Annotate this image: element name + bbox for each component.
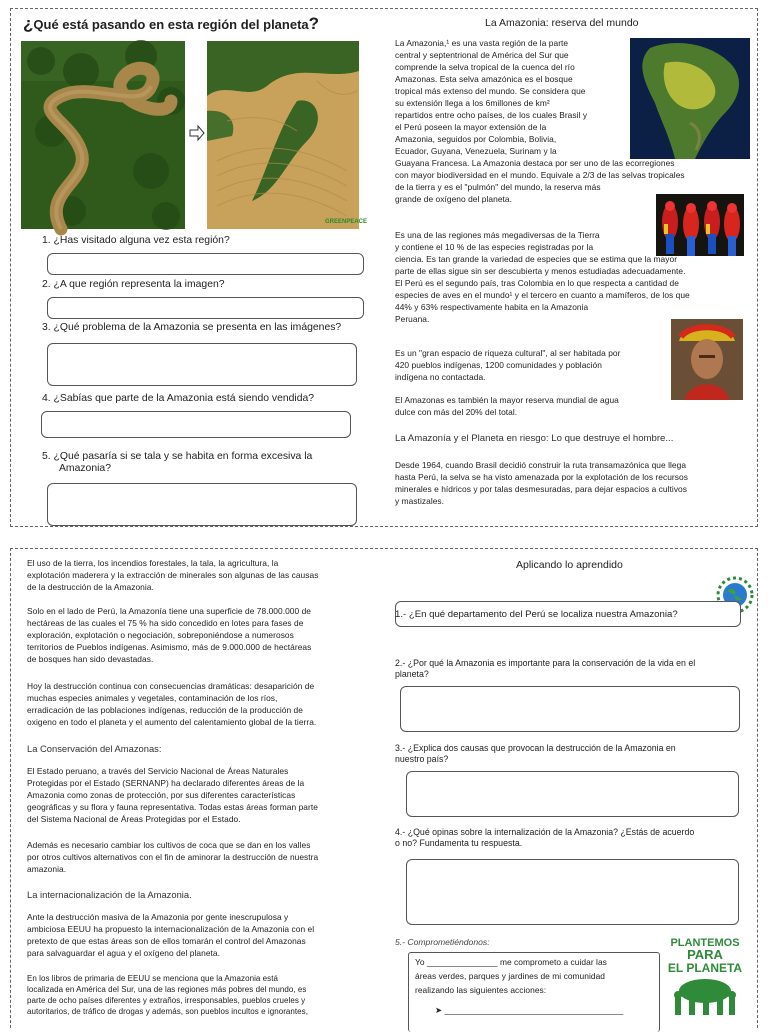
question-line: nuestro país? (395, 754, 449, 764)
applying-title: Aplicando lo aprendido (516, 559, 623, 571)
answer-box-5[interactable] (47, 483, 357, 526)
reading-paragraph-3 (395, 347, 675, 383)
question-2: 2. ¿A que región representa la imagen? (42, 279, 225, 290)
text-line: el Perú poseen la mayor extensión de la (395, 122, 547, 132)
text-line: amazonia. (27, 864, 67, 874)
question-5 (42, 451, 342, 475)
commit-title: 5.- Comprometiéndonos: (395, 937, 490, 947)
title-text: Qué está pasando en esta región del planeta (33, 17, 309, 32)
text-line: grande de oxígeno del planeta. (395, 194, 512, 204)
text-line: exploración, explotación o negociación, sobreponiéndose a numerosos (27, 630, 294, 640)
text-line: por otros cultivos alternativos con el fin de aminorar la destrucción de nuestra (27, 852, 319, 862)
question-line: o no? Fundamenta tu respuesta. (395, 838, 523, 848)
greenpeace-watermark: GREENPEACE (325, 219, 368, 225)
text-line: autoritarios, de tráfico de drogas y además, son pueblos incultos e ignorantes, (27, 1007, 308, 1016)
reading-paragraph-5 (395, 459, 751, 507)
text-line: hectáreas de las cuales el 75 % ha sido concedido en lotes para fases de (27, 618, 304, 628)
answer-box-p2-2[interactable] (400, 686, 740, 732)
worksheet-page-2 (10, 548, 758, 1028)
text-line: de la tierra y es el "pulmón" del mundo, la reserva más (395, 182, 601, 192)
deforestation-photo (207, 41, 368, 229)
applying-question-2 (395, 658, 745, 680)
answer-box-4[interactable] (41, 411, 351, 438)
text-line: de bosques han sido devastadas. (27, 654, 154, 664)
text-line: Solo en el lado de Perú, la Amazonía tiene una superficie de 78.000.000 de (27, 606, 311, 616)
text-line: repartidos entre ocho países, de los cuales Brasil y (395, 110, 588, 120)
text-line: oxigeno en todo el planeta y el aumento del calentamiento global de la tierra. (27, 717, 317, 727)
text-line: áreas verdes, parques y jardines de mi comunidad (415, 971, 606, 981)
text-line: La Amazonia,¹ es una vasta región de la parte (395, 38, 569, 48)
question-3: 3. ¿Qué problema de la Amazonia se presenta en las imágenes? (42, 322, 342, 333)
text-line: El Perú es el segundo país, tras Colombia en lo que respecta a cantidad de (395, 278, 679, 288)
internationalization-title: La internacionalización de la Amazonia. (27, 889, 192, 900)
indigenous-man-photo (671, 319, 743, 400)
text-line: con mayor biodiversidad en el mundo. Equivale a 2/3 de las selvas tropicales (395, 170, 685, 180)
conservation-title: La Conservación del Amazonas: (27, 743, 162, 754)
text-line: comprende la selva tropical de la cuenca del río (395, 62, 575, 72)
answer-box-3[interactable] (47, 343, 357, 386)
text-line: especies de aves en el mundo¹ y el tercero en cuanto a mamíferos, de los que (395, 290, 690, 300)
text-line: 420 pueblos indígenas, 1200 comunidades y población (395, 360, 602, 370)
text-line: Peruana. (395, 314, 430, 324)
text-line: Guayana Francesa. La Amazonia destaca por ser uno de las ecorregiones (395, 158, 675, 168)
text-line: indígena no contactada. (395, 372, 486, 382)
amazon-river-photo (21, 41, 185, 229)
page2-paragraph-7 (27, 973, 377, 1017)
text-line: y contiene el 10 % de las especies registradas por la (395, 242, 594, 252)
text-line: parte de ocho países diferentes y extraños, irresponsables, pueblos crueles y (27, 996, 306, 1005)
question-line: planeta? (395, 669, 429, 679)
text-line: Hoy la destrucción continua con consecuencias dramáticas: desaparición de (27, 681, 315, 691)
text-line: muchas especies animales y vegetales, contaminación de los ríos, (27, 693, 278, 703)
text-line: Ante la destrucción masiva de la Amazonia por gente inescrupulosa y (27, 912, 289, 922)
title-close-mark: ? (308, 14, 320, 33)
page-title (23, 15, 319, 34)
text-line: Amazonia como zonas de protección, por sus diferentes características (27, 790, 296, 800)
text-line: El Estado peruano, a través del Servicio Nacional de Áreas Naturales (27, 766, 289, 776)
answer-box-1[interactable] (47, 253, 364, 275)
text-line: El uso de la tierra, los incendios forestales, la tala, la agricultura, la (27, 558, 279, 568)
applying-question-4 (395, 827, 745, 849)
text-line: Además es necesario cambiar los cultivos de coca que se dan en los valles (27, 840, 311, 850)
text-line: El Amazonas es también la mayor reserva mundial de agua (395, 395, 619, 405)
question-line: 3.- ¿Explica dos causas que provocan la destrucción de la Amazonia en (395, 743, 676, 753)
question-line: 4.- ¿Qué opinas sobre la internalización de la Amazonia? ¿Estás de acuerdo (395, 827, 695, 837)
text-line: del Sistema Nacional de Áreas Protegidas por el Estado. (27, 814, 241, 824)
page2-paragraph-5 (27, 839, 377, 875)
answer-box-2[interactable] (47, 297, 364, 319)
text-line: Ecuador, Guyana, Venezuela, Surinam y la (395, 146, 557, 156)
commitment-text (415, 955, 655, 1017)
page2-paragraph-4 (27, 765, 377, 825)
text-line: ciencia. Es tan grande la variedad de especies que se estima que la mayor (395, 254, 678, 264)
commitment-bullet: ➤ ______________________________________ (435, 1005, 624, 1015)
text-line: territorios de Pueblos indígenas. Asimismo, más de 9.000.000 de hectáreas (27, 642, 312, 652)
reading-paragraph-2 (395, 229, 751, 325)
text-line: Protegidas por el Estado (SERNANP) ha declarado diferentes áreas de la (27, 778, 305, 788)
text-line: tropical más extenso del mundo. Se considera que (395, 86, 586, 96)
applying-question-3 (395, 743, 745, 765)
answer-box-p2-4[interactable] (406, 859, 739, 925)
risk-title: La Amazonía y el Planeta en riesgo: Lo que destruye el hombre... (395, 433, 674, 444)
text-line: erradicación de las poblaciones indígenas, reducción de la producción de (27, 705, 303, 715)
text-line: central y septentrional de América del Sur que (395, 50, 569, 60)
text-line: ambiciosa EEUU ha propuesto la internacionalización de la Amazonia con el (27, 924, 315, 934)
logo-text-line: PLANTEMOS (670, 937, 740, 949)
text-line: Amazonas. Esta selva amazónica es el bosque (395, 74, 573, 84)
title-open-mark: ¿ (23, 14, 34, 33)
page2-paragraph-1 (27, 557, 377, 593)
question-4: 4. ¿Sabías que parte de la Amazonia está siendo vendida? (42, 393, 315, 404)
text-line: Amazonia, seguidos por Colombia, Bolivia, (395, 134, 557, 144)
text-line: 44% y 63% respectivamente habita en la Amazonia (395, 302, 589, 312)
text-line: realizando las siguientes acciones: (415, 985, 547, 995)
text-line: de la destrucción de la Amazonia. (27, 582, 154, 592)
text-line: y mastizales. (395, 496, 445, 506)
logo-text-line: PARA (687, 947, 723, 962)
plant-for-planet-logo (663, 935, 747, 1025)
page2-paragraph-2 (27, 605, 377, 665)
text-line: minerales e hídricos y por talas desmesuradas, para dejar espacios a cultivos (395, 484, 687, 494)
text-line: Yo _______________ me comprometo a cuidar las (415, 957, 607, 967)
question-line: 2.- ¿Por qué la Amazonia es importante para la conservación de la vida en el (395, 658, 696, 668)
question-1: 1. ¿Has visitado alguna vez esta región? (42, 235, 230, 246)
text-line: pretexto de que estas áreas son de ellos tomarán el control del Amazonas (27, 936, 306, 946)
arrow-right-icon (189, 125, 205, 146)
reading-paragraph-1 (395, 37, 751, 205)
reading-title: La Amazonia: reserva del mundo (485, 17, 639, 29)
text-line: explotación maderera y la extracción de minerales son algunas de las causas (27, 570, 319, 580)
worksheet-page-1 (10, 8, 758, 527)
reading-paragraph-4 (395, 394, 751, 418)
text-line: Es un "gran espacio de riqueza cultural", al ser habitada por (395, 348, 621, 358)
text-line: geográficas y su flora y fauna representativa. Todas estas áreas forman parte (27, 802, 318, 812)
text-line: Es una de las regiones más megadiversas de la Tierra (395, 230, 600, 240)
text-line: localizada en América del Sur, una de las regiones más pobres del mundo, es (27, 985, 307, 994)
applying-question-1: 1.- ¿En qué departamento del Perú se localiza nuestra Amazonia? (395, 609, 678, 620)
page2-paragraph-3 (27, 680, 377, 728)
logo-text-line: EL PLANETA (667, 961, 743, 975)
question-5-line: Amazonia? (59, 463, 111, 474)
text-line: Desde 1964, cuando Brasil decidió construir la ruta transamazónica que llega (395, 460, 687, 470)
text-line: parte de ellas sigue sin ser descubierta y menos estudiadas adecuadamente. (395, 266, 686, 276)
text-line: dulce con más del 20% del total. (395, 407, 518, 417)
text-line: para salvaguardar el agua y el oxígeno del planeta. (27, 948, 220, 958)
text-line: hasta Perú, la selva se ha visto amenazada por la explotación de los recursos (395, 472, 688, 482)
text-line: En los libros de primaria de EEUU se menciona que la Amazonia está (27, 974, 278, 983)
answer-box-p2-3[interactable] (406, 771, 739, 817)
question-5-line: 5. ¿Qué pasaría si se tala y se habita en forma excesiva la (42, 451, 313, 462)
page2-paragraph-6 (27, 911, 377, 959)
text-line: su extensión llega a los 6millones de km² (395, 98, 550, 108)
